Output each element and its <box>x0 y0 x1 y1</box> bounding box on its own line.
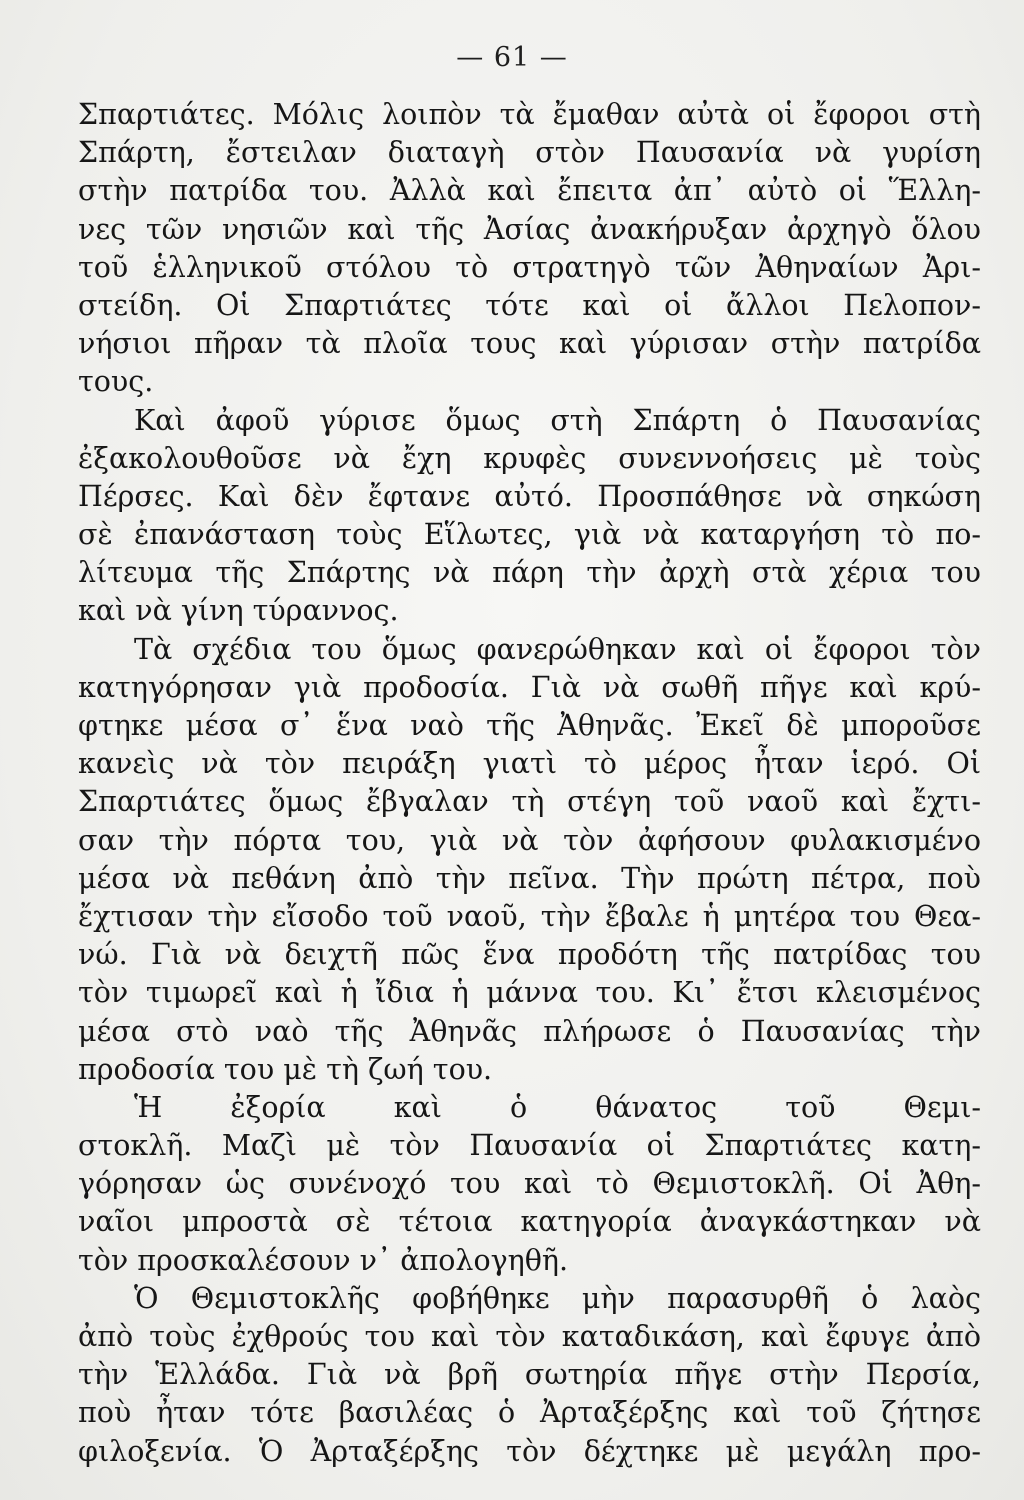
text-line: λίτευμα τῆς Σπάρτης νὰ πάρη τὴν ἀρχὴ στὰ χέρια του <box>78 556 981 590</box>
text-line: ἀπὸ τοὺς ἐχθρούς του καὶ τὸν καταδικάση, καὶ ἔφυγε ἀπὸ <box>78 1320 981 1353</box>
text-line: Πέρσες. Καὶ δὲν ἔφτανε αὐτό. Προσπάθησε νὰ σηκώση <box>78 479 981 513</box>
text-line: ἔχτισαν τὴν εἴσοδο τοῦ ναοῦ, τὴν ἔβαλε ἡ μητέρα του Θεα- <box>78 899 981 933</box>
body-text <box>78 96 981 1471</box>
text-line: Τὰ σχέδια του ὅμως φανερώθηκαν καὶ οἱ ἔφοροι τὸν <box>134 632 981 666</box>
text-line: τὸν τιμωρεῖ καὶ ἡ ἴδια ἡ μάννα του. Κι᾽ ἔτσι κλεισμένος <box>78 976 981 1010</box>
text-line: Σπάρτη, ἔστειλαν διαταγὴ στὸν Παυσανία νὰ γυρίση <box>78 136 981 170</box>
text-line: νήσιοι πῆραν τὰ πλοῖα τους καὶ γύρισαν στὴν πατρίδα <box>78 327 981 361</box>
text-line: μέσα νὰ πεθάνη ἀπὸ τὴν πεῖνα. Τὴν πρώτη πέτρα, ποὺ <box>78 861 981 895</box>
text-line: Σπαρτιάτες. Μόλις λοιπὸν τὰ ἔμαθαν αὐτὰ οἱ ἔφοροι στὴ <box>78 98 981 131</box>
text-line: Σπαρτιάτες ὅμως ἔβγαλαν τὴ στέγη τοῦ ναοῦ καὶ ἔχτι- <box>78 785 981 819</box>
text-line: φιλοξενία. Ὁ Ἀρταξέρξης τὸν δέχτηκε μὲ μεγάλη προ- <box>78 1434 981 1468</box>
text-line: φτηκε μέσα σ᾽ ἕνα ναὸ τῆς Ἀθηνᾶς. Ἐκεῖ δὲ μποροῦσε <box>78 709 981 742</box>
text-line: Ἡ ἐξορία καὶ ὁ θάνατος τοῦ Θεμι- <box>134 1090 981 1124</box>
text-line: ναῖοι μπροστὰ σὲ τέτοια κατηγορία ἀναγκάστηκαν νὰ <box>78 1205 981 1239</box>
text-line: ποὺ ἦταν τότε βασιλέας ὁ Ἀρταξέρξης καὶ τοῦ ζήτησε <box>78 1396 981 1430</box>
text-line: ἐξακολουθοῦσε νὰ ἔχη κρυφὲς συνεννοήσεις μὲ τοὺς <box>78 441 981 475</box>
text-line: κατηγόρησαν γιὰ προδοσία. Γιὰ νὰ σωθῆ πῆγε καὶ κρύ- <box>78 670 981 704</box>
text-line: νώ. Γιὰ νὰ δειχτῆ πῶς ἕνα προδότη τῆς πατρίδας του <box>78 938 981 972</box>
text-line: καὶ νὰ γίνη τύραννος. <box>78 594 399 628</box>
text-line: στείδη. Οἱ Σπαρτιάτες τότε καὶ οἱ ἄλλοι Πελοπον- <box>78 288 981 322</box>
text-line: σὲ ἐπανάσταση τοὺς Εἵλωτες, γιὰ νὰ καταργήση τὸ πο- <box>78 518 981 552</box>
page-number: — 61 — <box>456 42 568 73</box>
text-line: προδοσία του μὲ τὴ ζωή του. <box>78 1052 493 1086</box>
text-line: μέσα στὸ ναὸ τῆς Ἀθηνᾶς πλήρωσε ὁ Παυσανίας τὴν <box>78 1014 981 1048</box>
text-line: στοκλῆ. Μαζὶ μὲ τὸν Παυσανία οἱ Σπαρτιάτες κατη- <box>78 1129 981 1163</box>
text-line: Ὁ Θεμιστοκλῆς φοβήθηκε μὴν παρασυρθῆ ὁ λαὸς <box>134 1281 981 1315</box>
text-line: Καὶ ἀφοῦ γύρισε ὅμως στὴ Σπάρτη ὁ Παυσανίας <box>134 403 981 437</box>
text-line: τους. <box>78 365 154 399</box>
text-line: στὴν πατρίδα του. Ἀλλὰ καὶ ἔπειτα ἀπ᾽ αὐτὸ οἱ Ἕλλη- <box>78 174 981 208</box>
text-line: τὸν προσκαλέσουν ν᾽ ἀπολογηθῆ. <box>78 1243 569 1277</box>
text-line: νες τῶν νησιῶν καὶ τῆς Ἀσίας ἀνακήρυξαν ἀρχηγὸ ὅλου <box>78 212 981 246</box>
text-line: τὴν Ἑλλάδα. Γιὰ νὰ βρῆ σωτηρία πῆγε στὴν Περσία, <box>78 1358 981 1392</box>
text-line: σαν τὴν πόρτα του, γιὰ νὰ τὸν ἀφήσουν φυλακισμένο <box>78 823 981 857</box>
text-line: τοῦ ἑλληνικοῦ στόλου τὸ στρατηγὸ τῶν Ἀθηναίων Ἀρι- <box>78 250 981 284</box>
text-line: γόρησαν ὡς συνένοχό του καὶ τὸ Θεμιστοκλῆ. Οἱ Ἀθη- <box>78 1167 981 1201</box>
text-line: κανεὶς νὰ τὸν πειράξη γιατὶ τὸ μέρος ἦταν ἱερό. Οἱ <box>78 747 981 781</box>
